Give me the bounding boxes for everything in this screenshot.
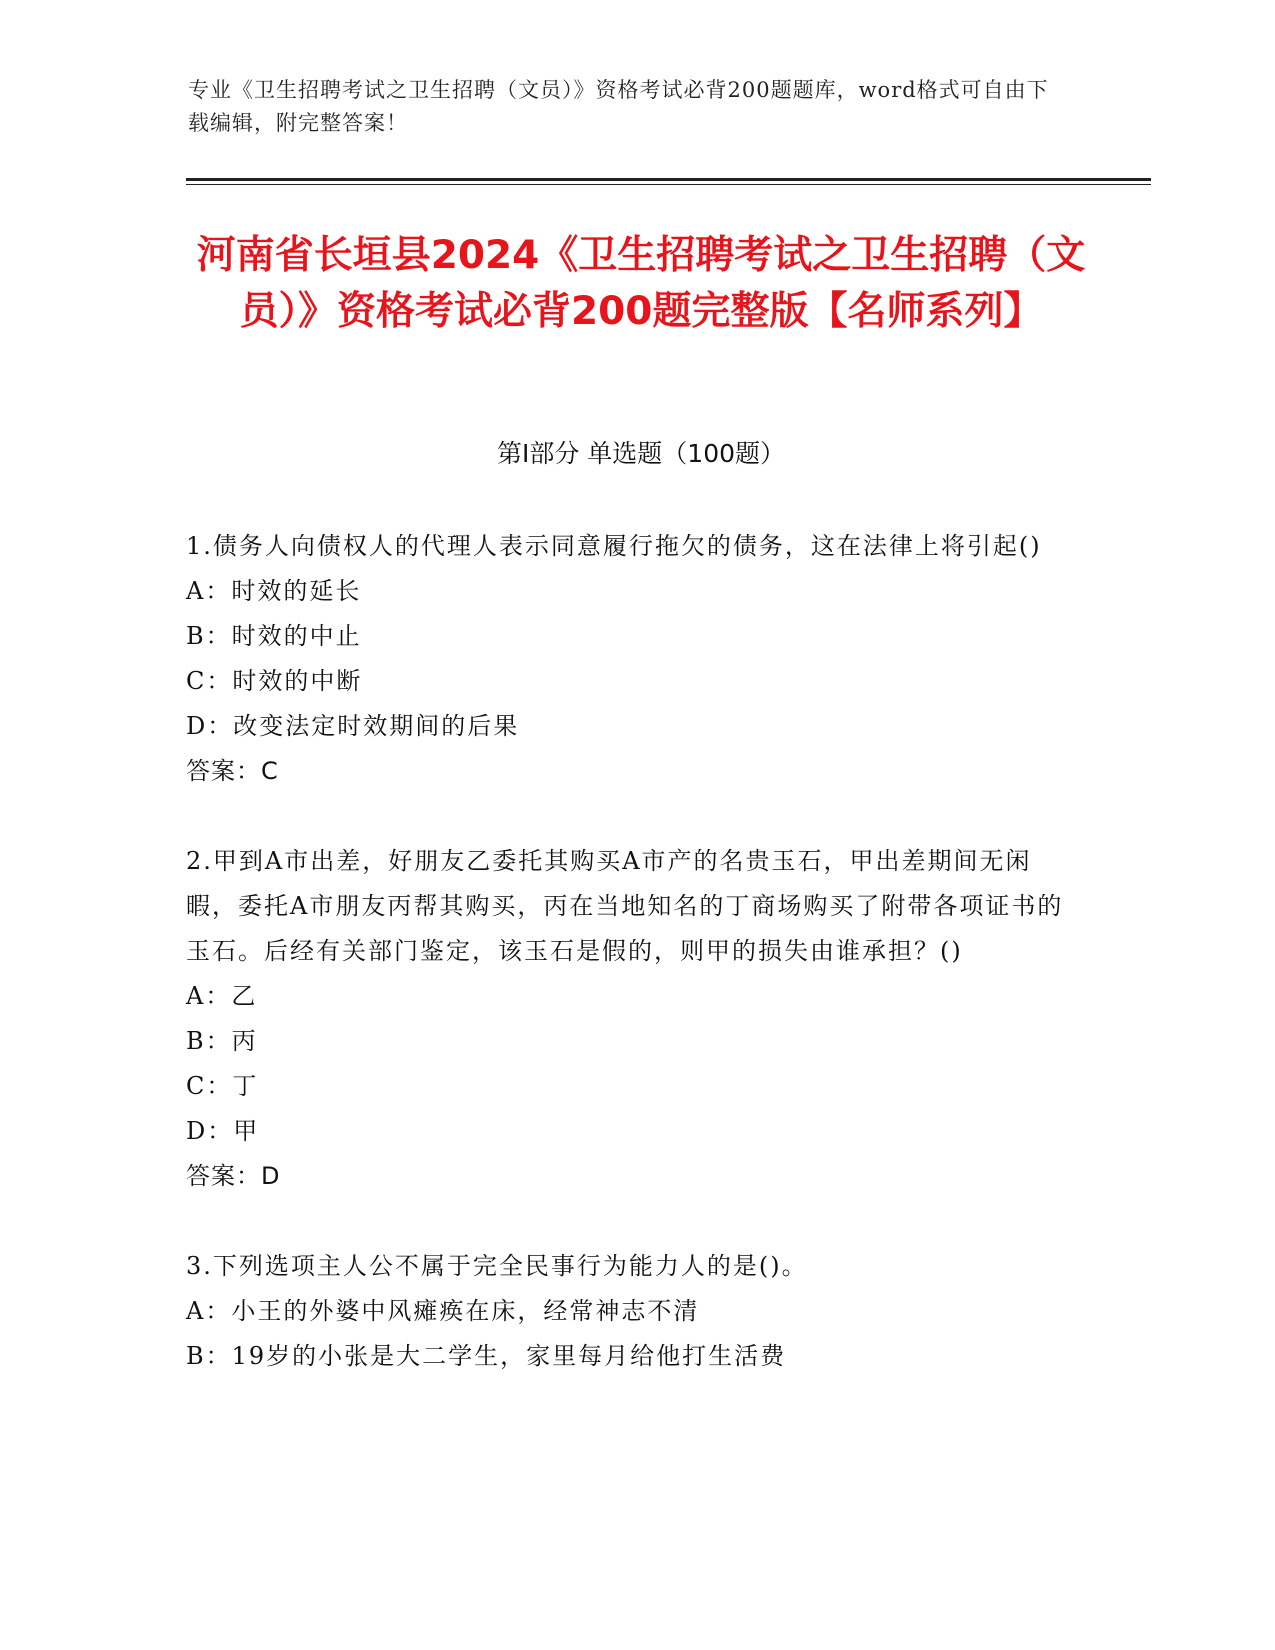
question-3 <box>186 1244 1066 1379</box>
answer: 答案：C <box>186 757 279 785</box>
option-d: D：改变法定时效期间的后果 <box>186 712 520 740</box>
option-b: B：丙 <box>186 1027 258 1055</box>
header-note: 专业《卫生招聘考试之卫生招聘（文员）》资格考试必背200题题库，word格式可自由下载编辑，附完整答案！ <box>188 78 1049 135</box>
option-c: C：丁 <box>186 1072 259 1100</box>
question-stem: 1.债务人向债权人的代理人表示同意履行拖欠的债务，这在法律上将引起() <box>186 532 1042 560</box>
option-d: D：甲 <box>186 1117 260 1145</box>
document-title: 河南省长垣县2024《卫生招聘考试之卫生招聘（文员）》资格考试必背200题完整版【名师系列】 <box>196 233 1086 334</box>
question-stem: 3.下列选项主人公不属于完全民事行为能力人的是()。 <box>186 1252 808 1280</box>
header-rule-thin <box>186 184 1151 185</box>
option-a: A：时效的延长 <box>186 577 362 605</box>
question-1 <box>186 524 1066 794</box>
option-c: C：时效的中断 <box>186 667 363 695</box>
option-a: A：乙 <box>186 982 258 1010</box>
section-heading: 第Ⅰ部分 单选题（100题） <box>496 439 786 468</box>
header-rule-thick <box>186 178 1151 181</box>
question-stem: 2.甲到A市出差，好朋友乙委托其购买A市产的名贵玉石，甲出差期间无闲暇，委托A市朋友丙帮其购买，丙在当地知名的丁商场购买了附带各项证书的玉石。后经有关部门鉴定，该玉石是假的，则甲的损失由谁承担？() <box>186 847 1064 965</box>
option-b: B：时效的中止 <box>186 622 362 650</box>
option-b: B：19岁的小张是大二学生，家里每月给他打生活费 <box>186 1342 787 1370</box>
answer: 答案：D <box>186 1162 281 1190</box>
question-2 <box>186 839 1066 1199</box>
option-a: A：小王的外婆中风瘫痪在床，经常神志不清 <box>186 1297 700 1325</box>
question-list <box>186 524 1066 1424</box>
